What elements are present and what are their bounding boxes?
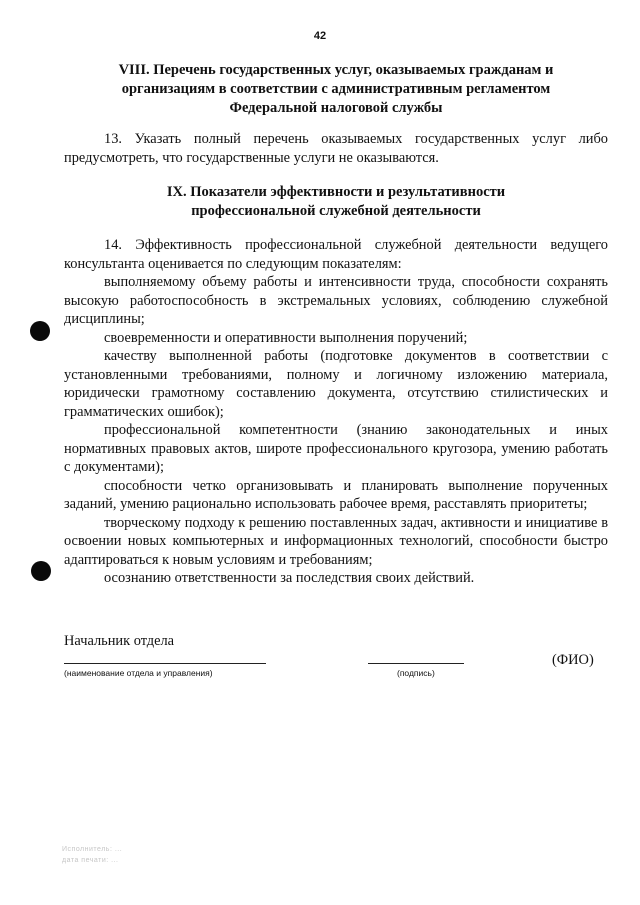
indicator-item: качеству выполненной работы (подготовке документов в соответствии с установленными требованиями, полному и логичному изложению материала, юридически грамотному составлению документа, отсутствию стилистических и грамматических ошибок); — [64, 348, 608, 420]
section-8-heading — [64, 61, 608, 118]
paragraph-13: 13. Указать полный перечень оказываемых государственных услуг либо предусмотреть, что государственные услуги не оказываются. — [64, 131, 608, 166]
heading-line: IX. Показатели эффективности и результативности — [166, 184, 506, 200]
paragraph-14-intro: 14. Эффективность профессиональной служебной деятельности ведущего консультанта оценивается по следующим показателям: — [64, 237, 608, 272]
heading-line: организациям в соответствии с административным регламентом — [121, 81, 551, 97]
heading-line: Федеральной налоговой службы — [229, 100, 443, 116]
section-9-heading — [64, 183, 608, 221]
indicator-item: выполняемому объему работы и интенсивности труда, способности сохранять высокую работоспособность в экстремальных условиях, соблюдению служебной дисциплины; — [64, 274, 608, 327]
signature-title: Начальник отдела — [64, 633, 175, 649]
department-line — [64, 663, 266, 664]
page-number: 42 — [313, 30, 327, 42]
footer-watermark-line: дата печати: ... — [62, 857, 119, 864]
signature-line — [368, 663, 464, 664]
hole-punch-mark — [31, 561, 51, 581]
hole-punch-mark — [30, 321, 50, 341]
paragraph-14 — [64, 236, 608, 588]
heading-line: VIII. Перечень государственных услуг, оказываемых гражданам и — [118, 62, 554, 78]
indicator-item: способности четко организовывать и планировать выполнение порученных заданий, умению рационально использовать рабочее время, расставлять приоритеты; — [64, 477, 608, 512]
indicator-item: своевременности и оперативности выполнения поручений; — [104, 329, 468, 346]
fio-label: (ФИО) — [552, 652, 594, 668]
indicator-item: профессиональной компетентности (знанию законодательных и иных нормативных правовых актов, широте профессионального кругозора, умению работать с документами); — [64, 422, 608, 475]
heading-line: профессиональной служебной деятельности — [191, 203, 481, 219]
department-caption: (наименование отдела и управления) — [64, 668, 213, 678]
footer-watermark-line: Исполнитель: ... — [62, 846, 123, 853]
indicator-item: творческому подходу к решению поставленных задач, активности и инициативе в освоении новых компьютерных и информационных технологий, способности быстро адаптироваться к новым условиям и требованиям; — [64, 514, 608, 568]
signature-caption: (подпись) — [397, 668, 435, 678]
indicator-item: осознанию ответственности за последствия своих действий. — [104, 570, 475, 586]
